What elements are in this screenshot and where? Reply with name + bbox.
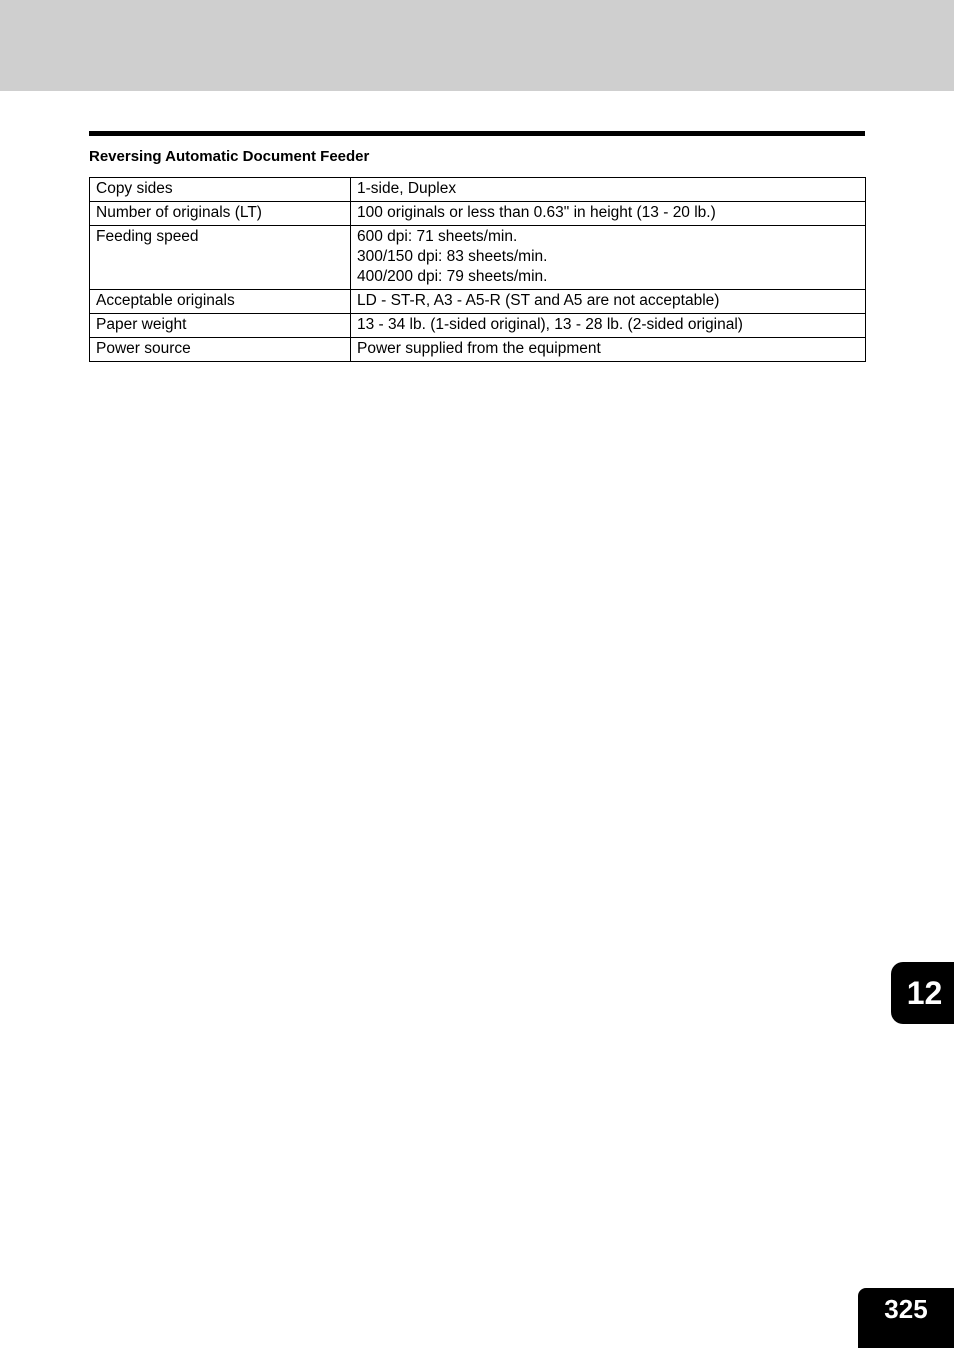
row-value-line: Power supplied from the equipment (357, 340, 601, 357)
table-row (90, 178, 866, 202)
row-label: Paper weight (90, 314, 351, 338)
table-row (90, 338, 866, 362)
table-row (90, 226, 866, 290)
row-value-line: 13 - 34 lb. (1-sided original), 13 - 28 lb. (2-sided original) (357, 316, 743, 333)
chapter-tab: 12 (891, 962, 954, 1024)
row-value (351, 226, 866, 290)
table-row (90, 314, 866, 338)
row-value-line: 600 dpi: 71 sheets/min. (357, 228, 518, 245)
spec-table (89, 177, 866, 362)
section-title: Reversing Automatic Document Feeder (89, 148, 370, 165)
header-band (0, 0, 954, 91)
table-row (90, 202, 866, 226)
row-label: Feeding speed (90, 226, 351, 290)
row-value-line: 300/150 dpi: 83 sheets/min. (357, 248, 548, 265)
row-label: Acceptable originals (90, 290, 351, 314)
row-label: Number of originals (LT) (90, 202, 351, 226)
row-value-line: LD - ST-R, A3 - A5-R (ST and A5 are not acceptable) (357, 292, 720, 309)
row-value (351, 178, 866, 202)
row-value (351, 314, 866, 338)
section-rule (89, 131, 865, 136)
page-number: 325 (858, 1288, 954, 1348)
row-value-line: 1-side, Duplex (357, 180, 457, 197)
row-value (351, 202, 866, 226)
row-value (351, 290, 866, 314)
row-label: Copy sides (90, 178, 351, 202)
row-value (351, 338, 866, 362)
row-value-line: 100 originals or less than 0.63" in height (13 - 20 lb.) (357, 204, 716, 221)
row-value-line: 400/200 dpi: 79 sheets/min. (357, 268, 548, 285)
row-label: Power source (90, 338, 351, 362)
table-row (90, 290, 866, 314)
